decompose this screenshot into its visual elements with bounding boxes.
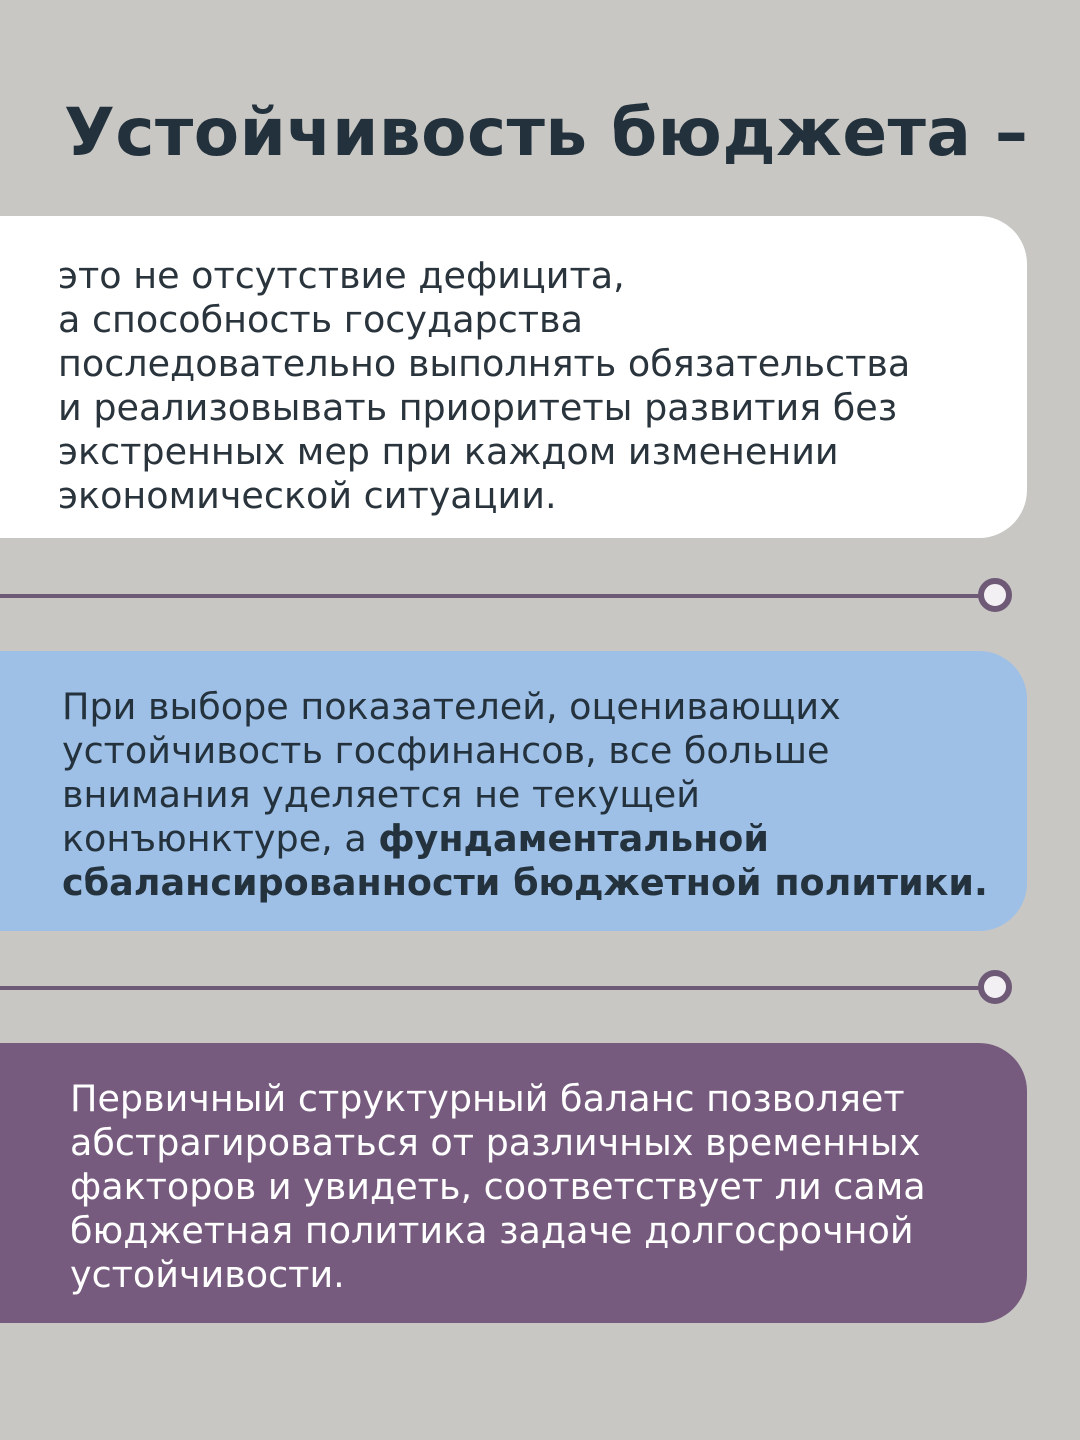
indicators-card <box>0 651 1027 931</box>
divider-top <box>0 575 1016 615</box>
divider-line <box>0 986 980 990</box>
page-title: Устойчивость бюджета – <box>64 94 1029 171</box>
indicators-text-normal: При выборе показателей, оценивающих устойчивость госфинансов, все больше внимания уделяется не текущей конъюнктуре, а <box>62 685 841 860</box>
divider-circle-icon <box>978 970 1012 1004</box>
indicators-text-bold: фундаментальной сбалансированности бюджетной политики. <box>62 817 988 904</box>
divider-bottom <box>0 967 1016 1007</box>
definition-card <box>0 216 1027 538</box>
divider-line <box>0 594 980 598</box>
balance-card <box>0 1043 1027 1323</box>
definition-text: это не отсутствие дефицита, а способность государства последовательно выполнять обязательства и реализовывать приоритеты развития без экстренных мер при каждом изменении экономической ситуации. <box>58 254 911 517</box>
divider-circle-icon <box>978 578 1012 612</box>
balance-text: Первичный структурный баланс позволяет абстрагироваться от различных временных факторов и увидеть, соответствует ли сама бюджетная политика задаче долгосрочной устойчивости. <box>70 1077 926 1296</box>
indicators-text <box>62 685 1027 905</box>
